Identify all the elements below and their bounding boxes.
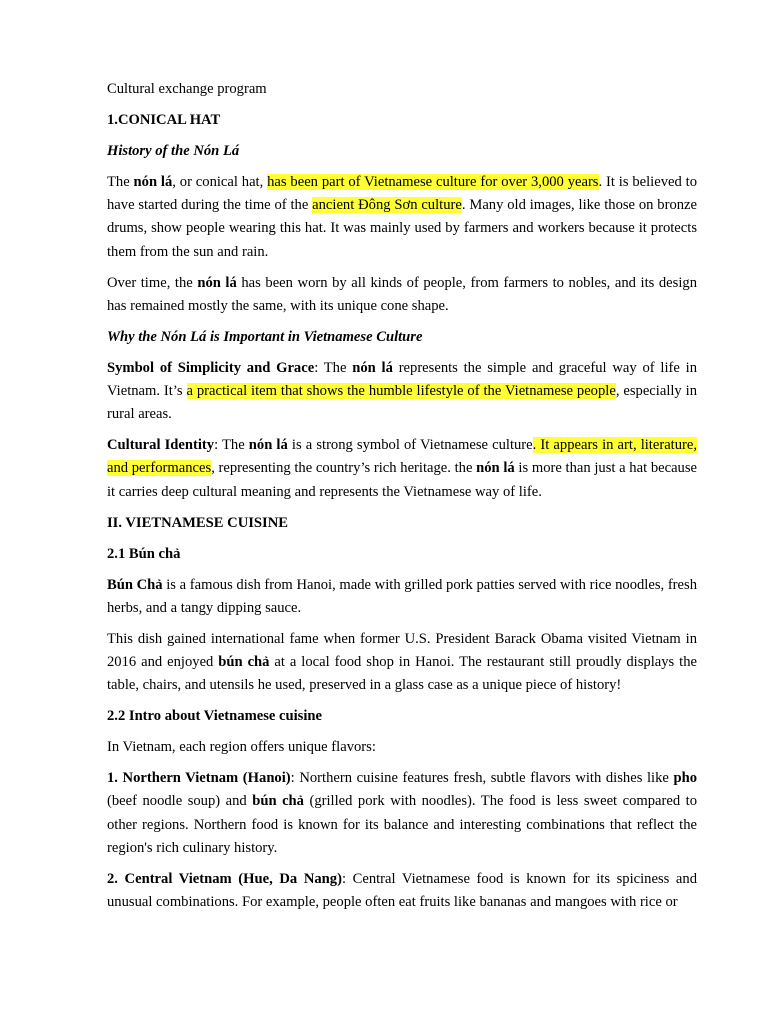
bold-term: nón lá (476, 460, 515, 477)
document-subtitle: Cultural exchange program (107, 81, 267, 97)
paragraph-simplicity (107, 357, 697, 427)
bold-term: Symbol of Simplicity and Grace (107, 359, 315, 376)
text-run: is a strong symbol of Vietnamese culture (287, 437, 533, 454)
text-run: . Many old images, like those on bronze drums, show people wearing this hat. It was mainly used by farmers and workers because it protects them from the sun and rain. (107, 197, 698, 260)
text-run: represents the simple and graceful way of life in Vietnam. It’s (107, 359, 697, 400)
bold-term: bún chả (252, 793, 304, 810)
paragraph-over-time (107, 272, 697, 318)
subheading-bun-cha: 2.1 Bún chả (107, 545, 181, 562)
text-run: : Northern cuisine features fresh, subtle flavors with dishes like (290, 770, 674, 787)
text-run: Over time, the (107, 274, 198, 291)
text-run: The (107, 174, 134, 190)
paragraph-bun-cha (107, 574, 697, 620)
document-page (107, 78, 697, 922)
text-run: is a famous dish from Hanoi, made with grilled pork patties served with rice noodles, fresh herbs, and a tangy dipping sauce. (107, 576, 697, 616)
text-run: , especially in rural areas. (107, 383, 697, 423)
paragraph-regions-intro: In Vietnam, each region offers unique flavors: (107, 739, 376, 756)
highlighted-text: has been part of Vietnamese culture for over 3,000 years (267, 174, 599, 190)
bold-term: bún chả (218, 654, 270, 671)
text-run: This dish gained international fame when former U.S. President Barack Obama visited Vietnam in 2016 and enjoyed (107, 630, 697, 671)
highlighted-text: a practical item that shows the humble lifestyle of the Vietnamese people (186, 383, 616, 400)
subheading-history: History of the Nón Lá (107, 143, 240, 159)
bold-term: 1. Northern Vietnam (Hanoi) (107, 770, 291, 787)
heading-conical-hat: 1.CONICAL HAT (107, 112, 221, 128)
bold-term: nón lá (248, 437, 288, 454)
bold-term: nón lá (352, 359, 393, 376)
paragraph-history (107, 171, 697, 264)
text-run: : The (314, 359, 353, 376)
heading-vietnamese-cuisine: II. VIETNAMESE CUISINE (107, 514, 288, 531)
text-run: (beef noodle soup) and (107, 793, 253, 810)
paragraph-cultural-identity (107, 434, 697, 504)
text-run: : The (214, 437, 249, 454)
paragraph-northern (107, 767, 697, 860)
text-run: , or conical hat, (172, 174, 268, 190)
bold-term: nón lá (197, 274, 237, 291)
highlighted-text: . It appears in art, literature, and performances (107, 437, 698, 477)
bold-term: Bún Chả (107, 576, 163, 593)
bold-term: Cultural Identity (107, 437, 215, 454)
highlighted-text: ancient Đông Sơn culture (312, 197, 462, 214)
paragraph-obama (107, 628, 697, 698)
text-run: (grilled pork with noodles). The food is less sweet compared to other regions. Northern food is known for its balance and interesting combinations that reflect the region's rich culinary history. (107, 793, 697, 856)
bold-term: pho (673, 770, 697, 787)
text-run: is more than just a hat because it carries deep cultural meaning and represents the Vietnamese way of life. (107, 460, 697, 500)
text-run: has been worn by all kinds of people, from farmers to nobles, and its design has remained mostly the same, with its unique cone shape. (107, 274, 697, 314)
text-run: at a local food shop in Hanoi. The restaurant still proudly displays the table, chairs, and utensils he used, preserved in a glass case as a unique piece of history! (107, 654, 697, 694)
bold-term: nón lá (133, 174, 173, 190)
bold-term: 2. Central Vietnam (Hue, Da Nang) (107, 870, 342, 887)
text-run: . It is believed to have started during the time of the (107, 174, 697, 214)
subheading-why-important: Why the Nón Lá is Important in Vietnamese Culture (107, 328, 423, 345)
text-run: : Central Vietnamese food is known for its spiciness and unusual combinations. For example, people often eat fruits like bananas and mangoes with rice or (107, 870, 697, 911)
paragraph-central (107, 868, 697, 914)
subheading-intro-cuisine: 2.2 Intro about Vietnamese cuisine (107, 708, 322, 725)
text-run: , representing the country’s rich heritage. the (211, 460, 477, 477)
